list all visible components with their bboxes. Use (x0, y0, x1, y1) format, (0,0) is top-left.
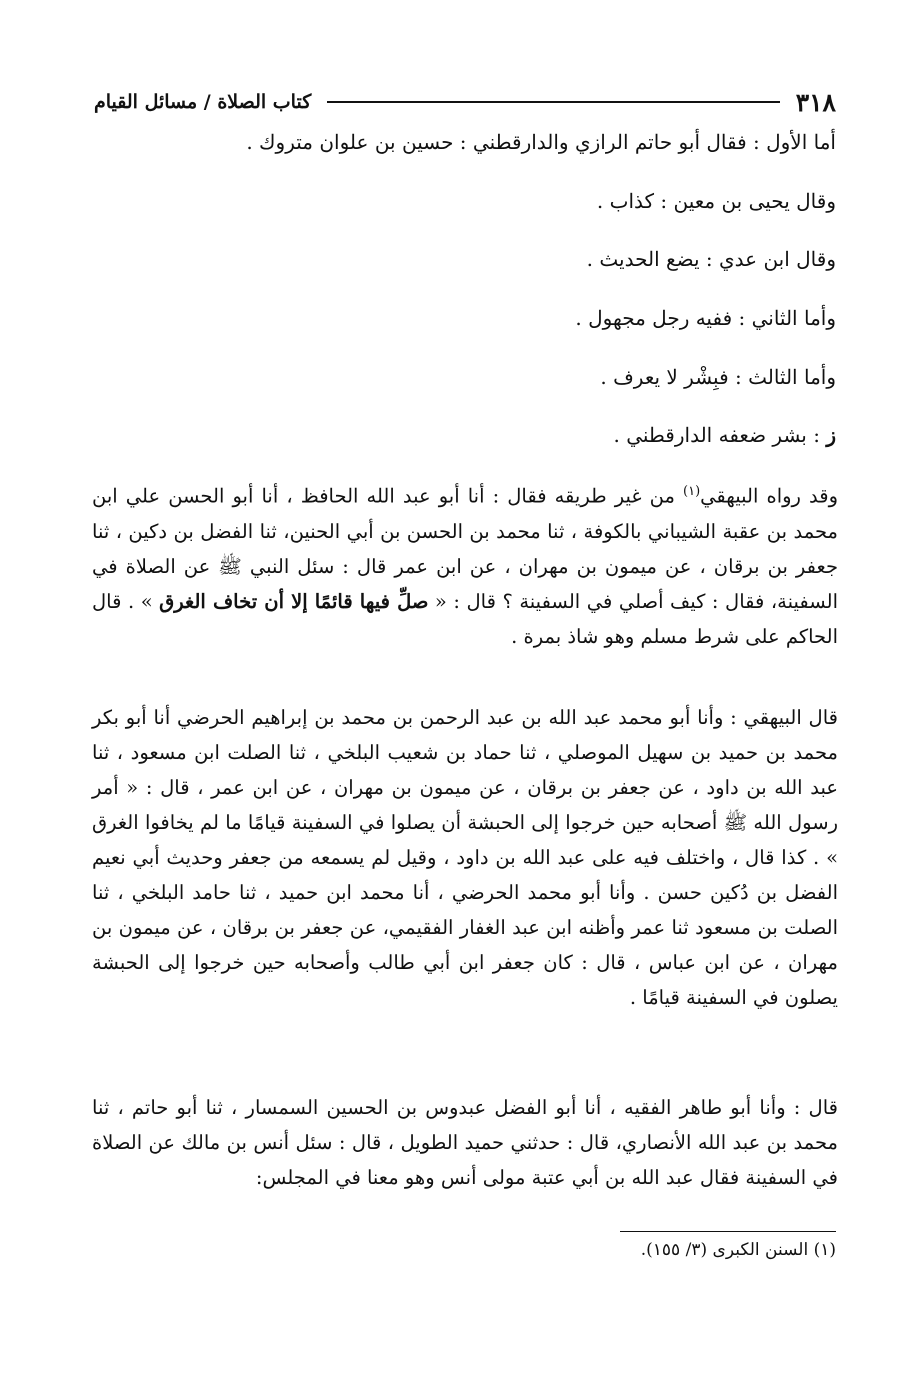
text-line-5: وأما الثالث : فبِشْر لا يعرف . (600, 365, 836, 389)
text-line-6 (613, 423, 836, 447)
paragraph-3-text: قال : وأنا أبو طاهر الفقيه ، أنا أبو الفضل عبدوس بن الحسين السمسار ، ثنا أبو حاتم ، ثنا محمد بن عبد الله الأنصاري، قال : حدثني حميد الطويل ، قال : سئل أنس بن مالك عن الصلاة في السفينة فقال عبد الله بن أبي عتبة مولى أنس وهو معنا في المجلس: (92, 1096, 838, 1189)
footnote-reference: (١) (683, 484, 701, 499)
paragraph-2 (92, 700, 838, 1015)
page-number: ٣١٨ (795, 87, 836, 117)
text-line-4: وأما الثاني : ففيه رجل مجهول . (575, 306, 836, 330)
text-line-2: وقال يحيى بن معين : كذاب . (596, 189, 836, 213)
paragraph-1-start: وقد رواه البيهقي (700, 484, 838, 508)
header-rule (327, 101, 779, 103)
page-header (94, 84, 836, 120)
paragraph-1 (92, 474, 838, 654)
footnote: (١) السنن الكبرى (٣/ ١٥٥). (640, 1240, 836, 1260)
hadith-quote: صلِّ فيها قائمًا إلا أن تخاف الغرق (159, 589, 429, 613)
paragraph-2-text: قال البيهقي : وأنا أبو محمد عبد الله بن عبد الرحمن بن محمد بن إبراهيم الحرضي أنا أبو بكر محمد بن حميد بن سهيل الموصلي ، ثنا حماد بن شعيب البلخي ، ثنا الصلت ابن مسعود ، ثنا عبد الله بن داود ، عن جعفر بن برقان ، عن ميمون بن مهران ، عن ابن عمر ، قال : « أمر رسول الله ﷺ أصحابه حين خرجوا إلى الحبشة أن يصلوا في السفينة قيامًا ما لم يخافوا الغرق » . كذا قال ، واختلف فيه على عبد الله بن داود ، وقيل لم يسمعه من جعفر وحديث أبي نعيم الفضل بن دُكين حسن . وأنا أبو محمد الحرضي ، أنا محمد ابن حميد ، ثنا حامد البلخي ، ثنا الصلت بن مسعود ثنا عمر وأظنه ابن عبد الغفار الفقيمي، عن جعفر بن برقان ، عن ميمون بن مهران ، عن ابن عباس ، قال : كان جعفر ابن أبي طالب وأصحابه حين خرجوا إلى الحبشة يصلون في السفينة قيامًا . (92, 706, 838, 1009)
text-line-1: أما الأول : فقال أبو حاتم الرازي والدارقطني : حسين بن علوان متروك . (246, 130, 836, 154)
paragraph-1-end: » . قال الحاكم على شرط مسلم وهو شاذ بمرة . (92, 589, 838, 648)
text-line-3: وقال ابن عدي : يضع الحديث . (586, 247, 836, 271)
text-line-6-body: : بشر ضعفه الدارقطني . (613, 423, 820, 447)
footnote-rule (620, 1231, 836, 1232)
marker-zay: ز (826, 423, 836, 447)
paragraph-3 (92, 1090, 838, 1195)
paragraph-1-middle: من غير طريقه فقال : أنا أبو عبد الله الحافظ ، أنا أبو الحسن علي ابن محمد بن عقبة الشيباني بالكوفة ، ثنا محمد بن الحسن بن أبي الحنين، ثنا الفضل بن دكين ، ثنا جعفر بن برقان ، عن ميمون بن مهران ، عن ابن عمر قال : سئل النبي ﷺ عن الصلاة في السفينة، فقال : كيف أصلي في السفينة ؟ قال : « (92, 484, 839, 613)
running-title: كتاب الصلاة / مسائل القيام (94, 91, 312, 113)
